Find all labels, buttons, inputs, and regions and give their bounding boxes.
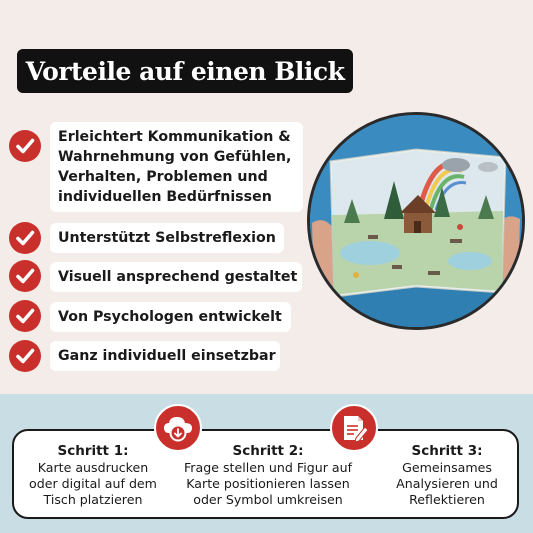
step-title: Schritt 2: bbox=[232, 443, 304, 459]
page-title: Vorteile auf einen Blick bbox=[25, 56, 345, 86]
checkmark-icon bbox=[9, 130, 41, 162]
step-title: Schritt 1: bbox=[57, 443, 129, 459]
document-edit-icon bbox=[330, 404, 378, 452]
step-description: Gemeinsames Analysieren und Reflektieren bbox=[396, 460, 498, 507]
benefit-item: Von Psychologen entwickelt bbox=[50, 302, 291, 332]
benefit-item: Ganz individuell einsetzbar bbox=[50, 341, 280, 371]
benefit-item: Visuell ansprechend gestaltet bbox=[50, 262, 302, 292]
map-illustration bbox=[310, 115, 522, 327]
step-description: Frage stellen und Figur auf Karte positionieren lassen oder Symbol umkreisen bbox=[183, 460, 353, 507]
step-3 bbox=[382, 443, 512, 508]
step-2 bbox=[168, 443, 368, 508]
checkmark-icon bbox=[9, 222, 41, 254]
step-title: Schritt 3: bbox=[411, 443, 483, 459]
step-description: Karte ausdrucken oder digital auf dem Tisch platzieren bbox=[29, 460, 157, 507]
benefit-item: Erleichtert Kommunikation & Wahrnehmung von Gefühlen, Verhalten, Problemen und individuellen Bedürfnissen bbox=[50, 122, 303, 212]
steps-panel bbox=[12, 429, 519, 519]
product-photo bbox=[307, 112, 525, 330]
checkmark-icon bbox=[9, 300, 41, 332]
cloud-download-icon bbox=[154, 404, 202, 452]
title-banner bbox=[17, 49, 353, 93]
benefit-item: Unterstützt Selbstreflexion bbox=[50, 223, 284, 253]
step-1 bbox=[18, 443, 168, 508]
checkmark-icon bbox=[9, 260, 41, 292]
checkmark-icon bbox=[9, 340, 41, 372]
